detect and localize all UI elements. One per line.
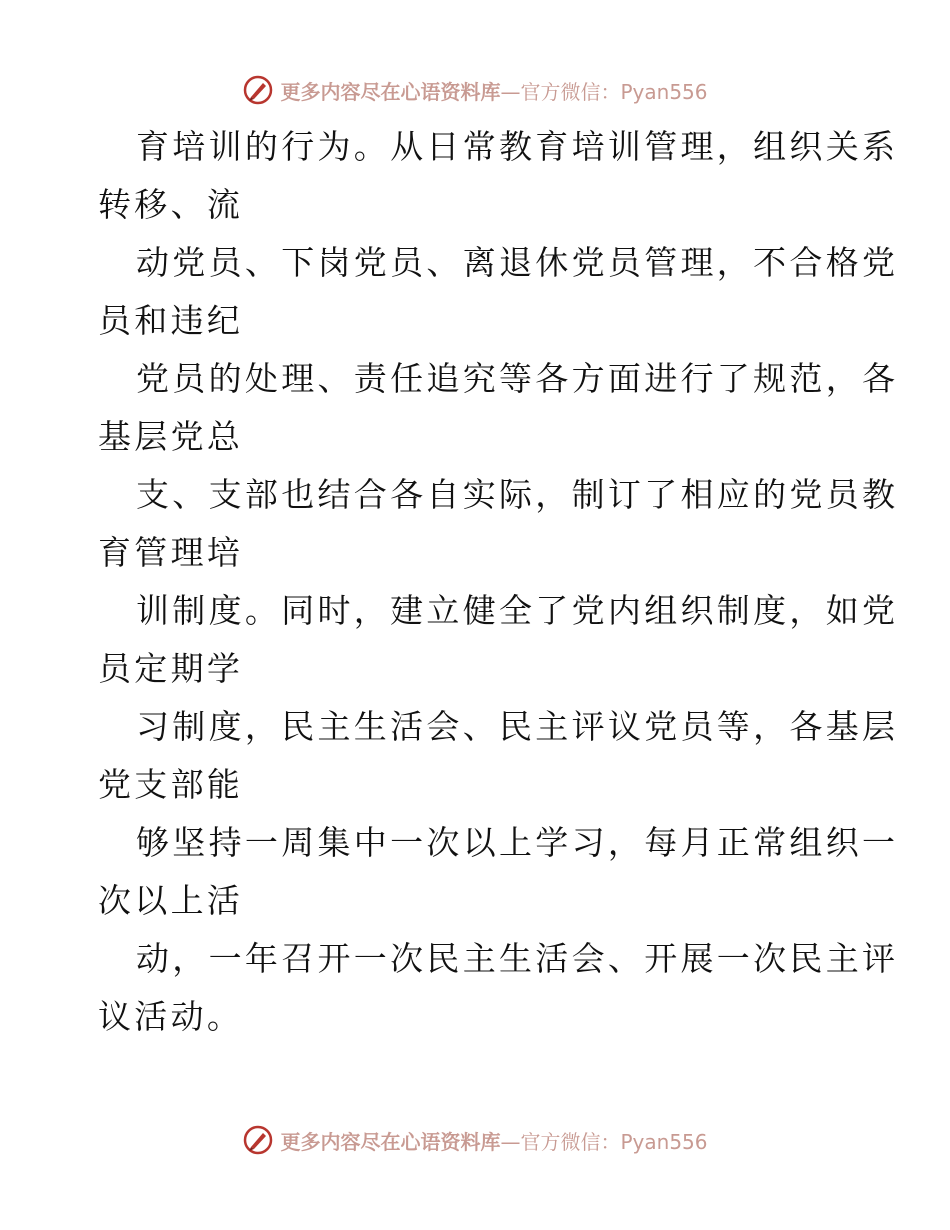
banner-wechat-id: Pyan556 — [620, 1129, 708, 1154]
body-line: 议活动。 — [98, 997, 244, 1036]
body-line: 员和违纪 — [98, 301, 244, 340]
body-line: 支、支部也结合各自实际，制订了相应的党员教 — [136, 475, 899, 514]
document-body — [98, 118, 899, 1046]
body-line: 基层党总 — [98, 417, 244, 456]
body-line: 够坚持一周集中一次以上学习，每月正常组织一 — [136, 823, 899, 862]
body-line: 转移、流 — [98, 185, 244, 224]
banner-wechat-label: 官方微信： — [520, 1129, 621, 1154]
body-line: 员定期学 — [98, 649, 244, 688]
banner-main-text: 更多内容尽在心语资料库 — [280, 79, 501, 104]
header-banner — [0, 70, 950, 110]
body-line: 动，一年召开一次民主生活会、开展一次民主评 — [136, 939, 899, 978]
body-line: 育管理培 — [98, 533, 244, 572]
banner-text — [280, 1126, 707, 1155]
banner-separator: — — [500, 79, 521, 104]
footer-banner — [0, 1120, 950, 1160]
body-line: 训制度。同时，建立健全了党内组织制度，如党 — [136, 591, 899, 630]
body-line: 育培训的行为。从日常教育培训管理，组织关系 — [136, 127, 899, 166]
body-line: 次以上活 — [98, 881, 244, 920]
pen-logo-icon — [242, 1124, 274, 1156]
body-line: 动党员、下岗党员、离退休党员管理，不合格党 — [136, 243, 899, 282]
banner-text — [280, 76, 707, 105]
body-line: 党支部能 — [98, 765, 244, 804]
pen-logo-icon — [242, 74, 274, 106]
body-line: 党员的处理、责任追究等各方面进行了规范，各 — [136, 359, 899, 398]
banner-wechat-label: 官方微信： — [520, 79, 621, 104]
body-line: 习制度，民主生活会、民主评议党员等，各基层 — [136, 707, 899, 746]
banner-separator: — — [500, 1129, 521, 1154]
banner-main-text: 更多内容尽在心语资料库 — [280, 1129, 501, 1154]
banner-wechat-id: Pyan556 — [620, 79, 708, 104]
